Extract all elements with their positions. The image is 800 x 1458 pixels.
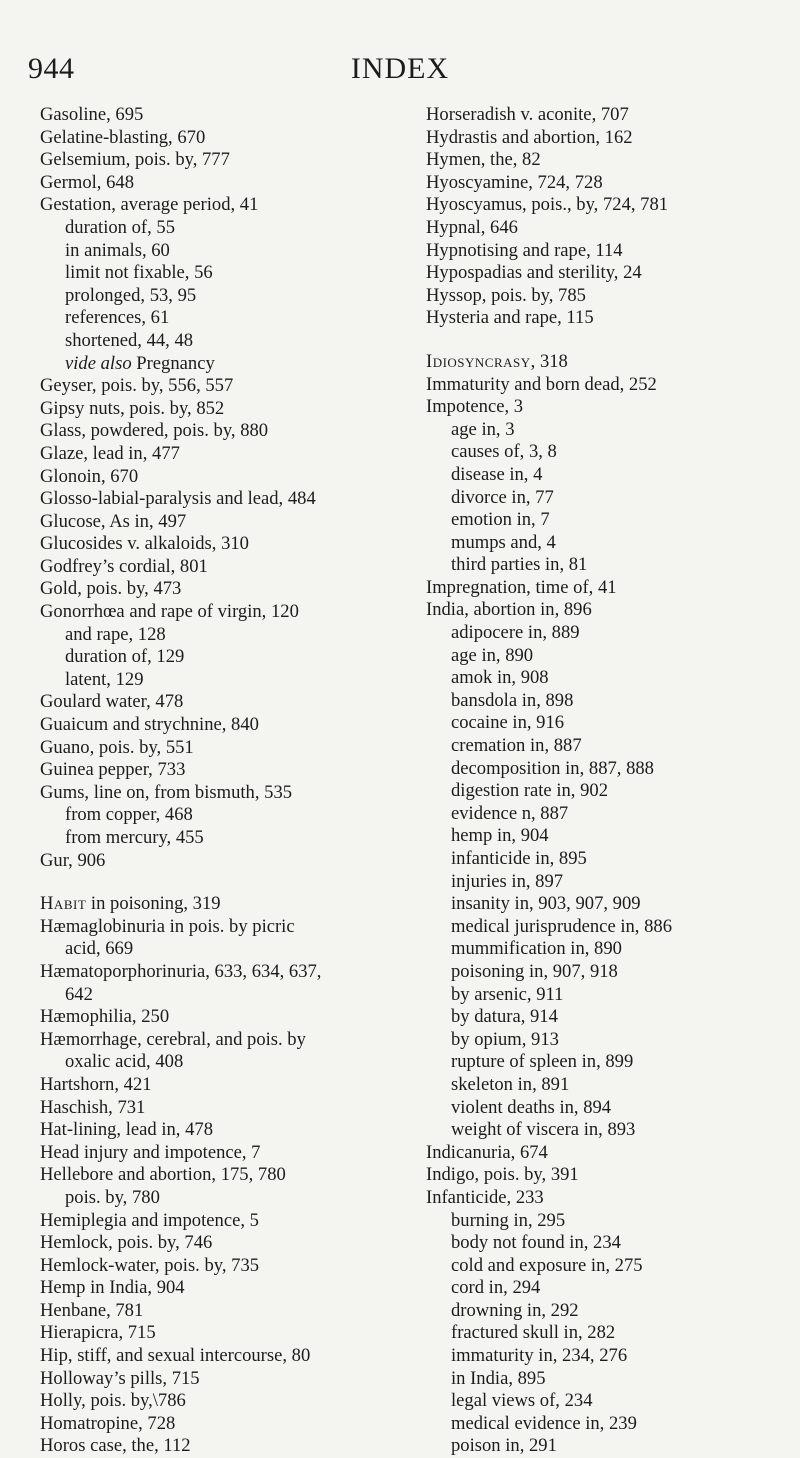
index-entry	[40, 398, 390, 421]
index-subentry	[426, 961, 796, 984]
entry-text: limit not fixable, 56	[65, 262, 213, 284]
index-entry	[40, 601, 390, 624]
index-entry	[426, 351, 796, 374]
entry-text: Hellebore and abortion, 175, 780	[40, 1164, 286, 1186]
index-subentry	[426, 667, 796, 690]
index-subentry	[426, 984, 796, 1007]
index-entry	[40, 578, 390, 601]
index-entry	[40, 1006, 390, 1029]
entry-text: Homatropine, 728	[40, 1412, 176, 1434]
index-entry	[40, 893, 390, 916]
entry-text: Gipsy nuts, pois. by, 852	[40, 397, 225, 419]
entry-text: acid, 669	[65, 938, 134, 960]
index-entry	[40, 1435, 390, 1458]
entry-text: Holloway’s pills, 715	[40, 1367, 200, 1389]
index-entry	[40, 194, 390, 217]
index-subentry	[40, 669, 390, 692]
entry-text: Glass, powdered, pois. by, 880	[40, 420, 269, 442]
index-subentry	[426, 532, 796, 555]
page-header	[0, 36, 800, 96]
entry-text: hemp in, 904	[451, 825, 549, 847]
index-entry	[40, 1345, 390, 1368]
entry-text: Glucose, As in, 497	[40, 510, 187, 532]
index-entry	[426, 577, 796, 600]
entry-text: by datura, 914	[451, 1006, 558, 1028]
index-entry	[426, 1142, 796, 1165]
index-entry	[40, 466, 390, 489]
entry-text: Gur, 906	[40, 849, 106, 871]
index-entry	[426, 374, 796, 397]
index-entry	[40, 737, 390, 760]
entry-text: amok in, 908	[451, 667, 549, 689]
index-entry	[40, 375, 390, 398]
entry-text: duration of, 55	[65, 216, 175, 238]
index-subentry	[426, 803, 796, 826]
index-entry	[40, 759, 390, 782]
index-entry	[40, 916, 390, 939]
entry-text: bansdola in, 898	[451, 689, 574, 711]
index-subentry	[426, 1390, 796, 1413]
entry-text: Guinea pepper, 733	[40, 759, 186, 781]
index-entry	[426, 240, 796, 263]
entry-text: mumps and, 4	[451, 531, 556, 553]
entry-text: mummification in, 890	[451, 938, 622, 960]
index-entry	[40, 1390, 390, 1413]
entry-text: Hemlock-water, pois. by, 735	[40, 1254, 260, 1276]
entry-text: Gelatine-blasting, 670	[40, 126, 206, 148]
index-subentry	[40, 307, 390, 330]
entry-text: Immaturity and born dead, 252	[426, 373, 657, 395]
entry-text: oxalic acid, 408	[65, 1051, 184, 1073]
index-subentry	[426, 554, 796, 577]
index-subentry	[426, 1300, 796, 1323]
entry-text: by opium, 913	[451, 1028, 559, 1050]
entry-text: injuries in, 897	[451, 870, 564, 892]
entry-text: in poisoning, 319	[86, 893, 221, 915]
index-subentry	[40, 646, 390, 669]
entry-text: evidence n, 887	[451, 802, 569, 824]
index-entry	[426, 1164, 796, 1187]
entry-text: Glonoin, 670	[40, 465, 139, 487]
index-entry	[426, 307, 796, 330]
entry-text: adipocere in, 889	[451, 622, 580, 644]
entry-text: and rape, 128	[65, 623, 166, 645]
entry-text: Glaze, lead in, 477	[40, 442, 180, 464]
entry-text: divorce in, 77	[451, 486, 554, 508]
index-entry	[426, 172, 796, 195]
index-subentry	[40, 804, 390, 827]
index-entry	[426, 285, 796, 308]
index-subentry	[40, 984, 390, 1007]
index-entry	[40, 1119, 390, 1142]
index-subentry	[426, 1097, 796, 1120]
entry-text: Hyoscyamine, 724, 728	[426, 171, 603, 193]
index-subentry	[426, 441, 796, 464]
index-entry	[40, 533, 390, 556]
index-entry	[40, 782, 390, 805]
index-entry	[426, 396, 796, 419]
page-number: 944	[28, 52, 75, 85]
entry-text: in India, 895	[451, 1367, 546, 1389]
entry-text: Hydrastis and abortion, 162	[426, 126, 633, 148]
entry-text: Pregnancy	[131, 352, 215, 374]
index-entry	[40, 1210, 390, 1233]
index-subentry	[426, 464, 796, 487]
entry-text: rupture of spleen in, 899	[451, 1051, 634, 1073]
index-entry	[40, 1074, 390, 1097]
entry-text: Impotence, 3	[426, 396, 524, 418]
entry-text: insanity in, 903, 907, 909	[451, 893, 641, 915]
index-column-right	[426, 104, 796, 1458]
index-subentry	[426, 871, 796, 894]
entry-text: latent, 129	[65, 668, 144, 690]
entry-text: cremation in, 887	[451, 735, 582, 757]
entry-text: Holly, pois. by,\786	[40, 1390, 186, 1412]
index-entry	[40, 1255, 390, 1278]
entry-text: body not found in, 234	[451, 1232, 621, 1254]
entry-smallcaps-text: Idiosyncrasy	[426, 350, 531, 372]
entry-text: Hæmophilia, 250	[40, 1006, 170, 1028]
entry-text: shortened, 44, 48	[65, 329, 194, 351]
index-column-left	[40, 104, 390, 1458]
entry-text: immaturity in, 234, 276	[451, 1345, 628, 1367]
index-entry	[426, 262, 796, 285]
entry-text: Godfrey’s cordial, 801	[40, 555, 208, 577]
index-entry	[40, 1097, 390, 1120]
entry-text: cold and exposure in, 275	[451, 1254, 643, 1276]
index-subentry	[426, 419, 796, 442]
index-entry	[426, 599, 796, 622]
index-subentry	[426, 1413, 796, 1436]
index-entry	[40, 172, 390, 195]
entry-text: Hæmorrhage, cerebral, and pois. by	[40, 1028, 306, 1050]
entry-text: poison in, 291	[451, 1435, 557, 1457]
entry-text: cord in, 294	[451, 1277, 541, 1299]
entry-text: causes of, 3, 8	[451, 441, 557, 463]
entry-text: Haschish, 731	[40, 1096, 146, 1118]
index-entry	[40, 961, 390, 984]
entry-text: Glosso-labial-paralysis and lead, 484	[40, 488, 316, 510]
index-subentry	[426, 1255, 796, 1278]
entry-text: Gestation, average period, 41	[40, 194, 259, 216]
index-entry	[40, 511, 390, 534]
index-entry	[426, 194, 796, 217]
index-subentry	[426, 735, 796, 758]
entry-text: cocaine in, 916	[451, 712, 565, 734]
index-subentry	[426, 712, 796, 735]
entry-text: Hypnal, 646	[426, 216, 518, 238]
entry-text: fractured skull in, 282	[451, 1322, 616, 1344]
entry-text: age in, 890	[451, 644, 534, 666]
index-entry	[40, 443, 390, 466]
index-entry	[40, 1164, 390, 1187]
entry-text: India, abortion in, 896	[426, 599, 592, 621]
index-entry	[40, 1300, 390, 1323]
entry-text: Henbane, 781	[40, 1299, 144, 1321]
index-subentry	[40, 624, 390, 647]
entry-text: Hymen, the, 82	[426, 149, 541, 171]
index-subentry	[40, 353, 390, 376]
index-subentry	[426, 916, 796, 939]
entry-text: , 318	[530, 350, 568, 372]
index-entry	[40, 1232, 390, 1255]
entry-text: Hæmaglobinuria in pois. by picric	[40, 915, 295, 937]
entry-text: legal views of, 234	[451, 1390, 593, 1412]
entry-text: Guaicum and strychnine, 840	[40, 714, 259, 736]
index-entry	[40, 104, 390, 127]
entry-text: Gold, pois. by, 473	[40, 578, 182, 600]
index-entry	[40, 1413, 390, 1436]
entry-text: Impregnation, time of, 41	[426, 576, 617, 598]
index-entry	[40, 149, 390, 172]
entry-text: from mercury, 455	[65, 827, 204, 848]
entry-text: references, 61	[65, 307, 170, 329]
entry-text: in animals, 60	[65, 239, 170, 261]
index-entry	[40, 1368, 390, 1391]
index-entry	[40, 691, 390, 714]
index-subentry	[40, 827, 390, 850]
entry-smallcaps-text: Habit	[40, 893, 87, 915]
index-subentry	[426, 1368, 796, 1391]
index-subentry	[426, 1051, 796, 1074]
index-subentry	[426, 758, 796, 781]
entry-text: 642	[65, 983, 93, 1005]
index-entry	[40, 1277, 390, 1300]
entry-text: poisoning in, 907, 918	[451, 960, 618, 982]
entry-text: Hartshorn, 421	[40, 1073, 152, 1095]
index-subentry	[426, 1345, 796, 1368]
entry-text: Gonorrhœa and rape of virgin, 120	[40, 601, 299, 623]
index-subentry	[426, 893, 796, 916]
entry-text: Gasoline, 695	[40, 104, 144, 125]
entry-text: Hypospadias and sterility, 24	[426, 262, 642, 284]
index-subentry	[40, 1187, 390, 1210]
index-subentry	[40, 262, 390, 285]
entry-text: Hypnotising and rape, 114	[426, 239, 623, 261]
index-subentry	[426, 1232, 796, 1255]
index-subentry	[426, 1006, 796, 1029]
entry-text: Horseradish v. aconite, 707	[426, 104, 629, 125]
index-entry	[426, 127, 796, 150]
index-entry	[40, 488, 390, 511]
entry-text: Gelsemium, pois. by, 777	[40, 149, 230, 171]
index-subentry	[40, 1051, 390, 1074]
index-subentry	[426, 780, 796, 803]
entry-text: decomposition in, 887, 888	[451, 757, 654, 779]
index-entry	[40, 1322, 390, 1345]
entry-text: Geyser, pois. by, 556, 557	[40, 375, 234, 397]
entry-text: Hæmatoporphorinuria, 633, 634, 637,	[40, 960, 322, 982]
index-subentry	[40, 330, 390, 353]
index-subentry	[426, 1119, 796, 1142]
index-entry	[426, 149, 796, 172]
index-entry	[40, 850, 390, 873]
index-subentry	[426, 487, 796, 510]
entry-text: Indigo, pois. by, 391	[426, 1164, 579, 1186]
entry-text: violent deaths in, 894	[451, 1096, 612, 1118]
entry-text: Hierapicra, 715	[40, 1322, 156, 1344]
index-entry	[40, 1029, 390, 1052]
entry-text: Germol, 648	[40, 171, 134, 193]
entry-text: prolonged, 53, 95	[65, 284, 197, 306]
index-subentry	[426, 848, 796, 871]
entry-text: Goulard water, 478	[40, 691, 184, 713]
index-subentry	[426, 938, 796, 961]
index-entry	[426, 1187, 796, 1210]
entry-text: Indicanuria, 674	[426, 1141, 548, 1163]
index-entry	[426, 217, 796, 240]
index-subentry	[426, 622, 796, 645]
index-entry	[40, 714, 390, 737]
index-subentry	[426, 825, 796, 848]
index-subentry	[40, 938, 390, 961]
index-subentry	[426, 1210, 796, 1233]
index-subentry	[426, 509, 796, 532]
index-subentry	[426, 690, 796, 713]
entry-text: age in, 3	[451, 418, 515, 440]
index-subentry	[426, 1322, 796, 1345]
entry-text: Glucosides v. alkaloids, 310	[40, 533, 249, 555]
entry-text: digestion rate in, 902	[451, 780, 608, 802]
entry-text: Gums, line on, from bismuth, 535	[40, 781, 293, 803]
entry-text: pois. by, 780	[65, 1186, 160, 1208]
entry-text: Hysteria and rape, 115	[426, 307, 594, 329]
entry-text: Hemiplegia and impotence, 5	[40, 1209, 259, 1231]
entry-text: from copper, 468	[65, 804, 193, 826]
index-subentry	[426, 1074, 796, 1097]
entry-text: Hyoscyamus, pois., by, 724, 781	[426, 194, 669, 216]
entry-italic-text: vide also	[65, 352, 132, 374]
entry-text: duration of, 129	[65, 646, 185, 668]
index-subentry	[40, 217, 390, 240]
entry-text: by arsenic, 911	[451, 983, 564, 1005]
index-entry	[40, 556, 390, 579]
index-entry	[40, 420, 390, 443]
entry-text: drowning in, 292	[451, 1299, 579, 1321]
page-title: INDEX	[350, 52, 450, 85]
entry-text: infanticide in, 895	[451, 848, 587, 869]
entry-text: Hyssop, pois. by, 785	[426, 284, 586, 306]
entry-text: Horos case, the, 112	[40, 1435, 191, 1457]
index-subentry	[426, 1277, 796, 1300]
entry-text: third parties in, 81	[451, 554, 588, 576]
entry-text: Hemlock, pois. by, 746	[40, 1232, 213, 1254]
entry-text: burning in, 295	[451, 1209, 566, 1231]
entry-text: disease in, 4	[451, 463, 543, 485]
entry-text: emotion in, 7	[451, 509, 550, 531]
entry-text: Head injury and impotence, 7	[40, 1141, 261, 1163]
entry-text: medical jurisprudence in, 886	[451, 915, 672, 937]
index-entry	[40, 1142, 390, 1165]
index-subentry	[40, 285, 390, 308]
index-subentry	[426, 1029, 796, 1052]
entry-text: medical evidence in, 239	[451, 1412, 637, 1434]
entry-text: Hip, stiff, and sexual intercourse, 80	[40, 1345, 311, 1367]
entry-text: Hat-lining, lead in, 478	[40, 1119, 213, 1141]
index-entry	[426, 104, 796, 127]
index-subentry	[426, 1435, 796, 1458]
index-subentry	[40, 240, 390, 263]
entry-text: Infanticide, 233	[426, 1186, 544, 1208]
entry-text: weight of viscera in, 893	[451, 1119, 636, 1141]
entry-text: Guano, pois. by, 551	[40, 736, 194, 758]
index-subentry	[426, 645, 796, 668]
entry-text: skeleton in, 891	[451, 1073, 570, 1095]
entry-text: Hemp in India, 904	[40, 1277, 185, 1299]
index-entry	[40, 127, 390, 150]
